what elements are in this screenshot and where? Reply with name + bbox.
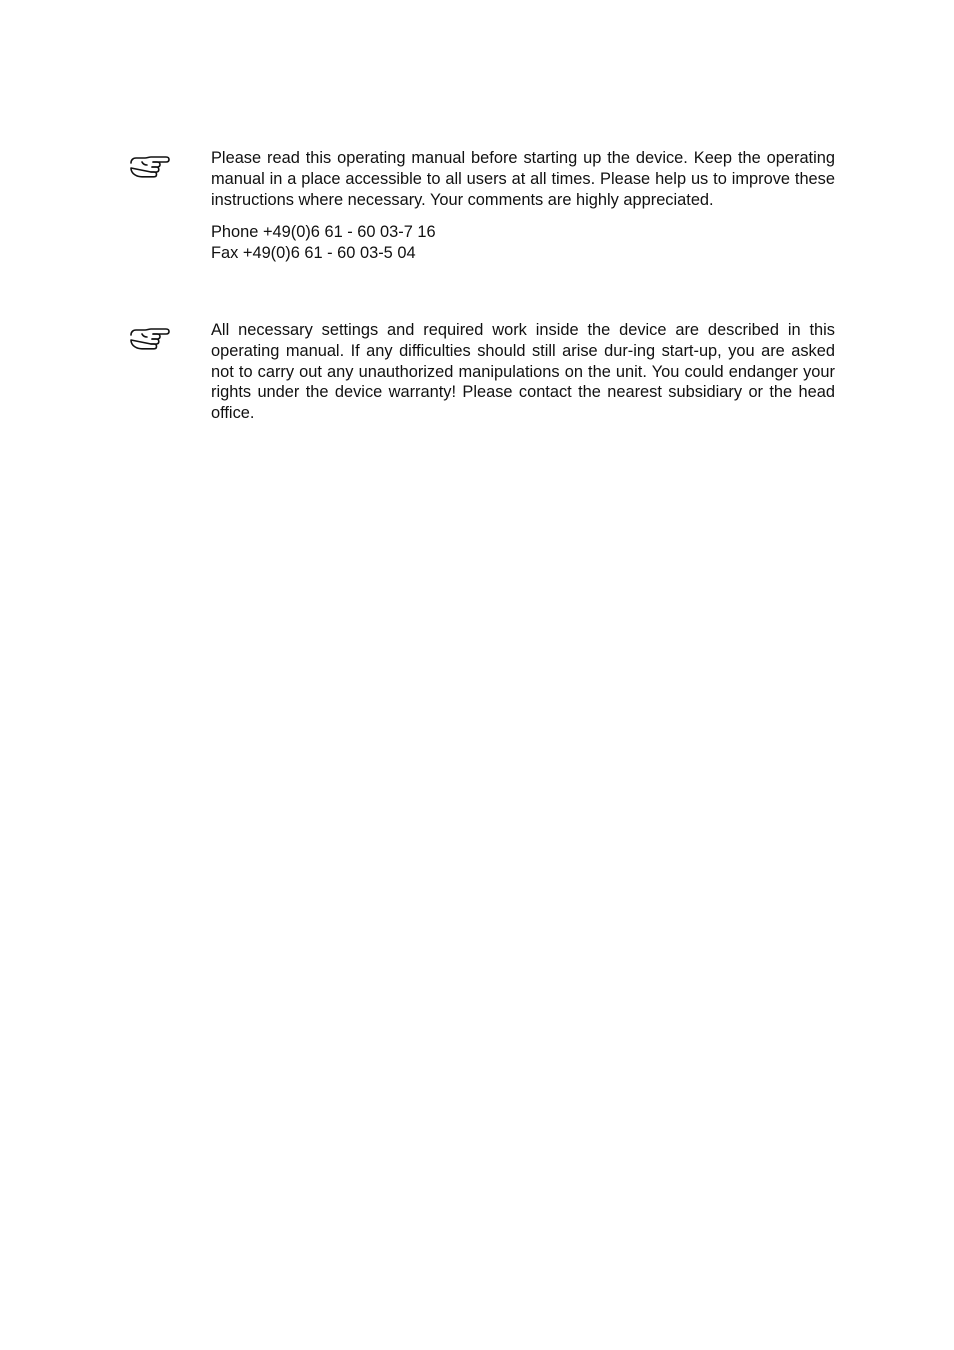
- pointing-hand-icon: [128, 154, 172, 182]
- note-paragraph: All necessary settings and required work inside the device are described in this operating manual. If any difficulties should still arise dur-ing start-up, you are asked not to carry out any unauthorized manipulations on the unit. You could endanger your rights under the device warranty! Please contact the nearest subsidiary or the head office.: [211, 321, 835, 423]
- contact-block: [211, 222, 835, 264]
- note-body: [211, 148, 835, 264]
- pointing-hand-icon: [128, 326, 172, 354]
- fax-number: Fax +49(0)6 61 - 60 03-5 04: [211, 244, 416, 263]
- note-body: [211, 320, 835, 424]
- phone-number: Phone +49(0)6 61 - 60 03-7 16: [211, 223, 436, 242]
- note-paragraph: Please read this operating manual before starting up the device. Keep the operating manual in a place accessible to all users at all times. Please help us to improve these instructions where necessary. Your comments are highly appreciated.: [211, 149, 835, 209]
